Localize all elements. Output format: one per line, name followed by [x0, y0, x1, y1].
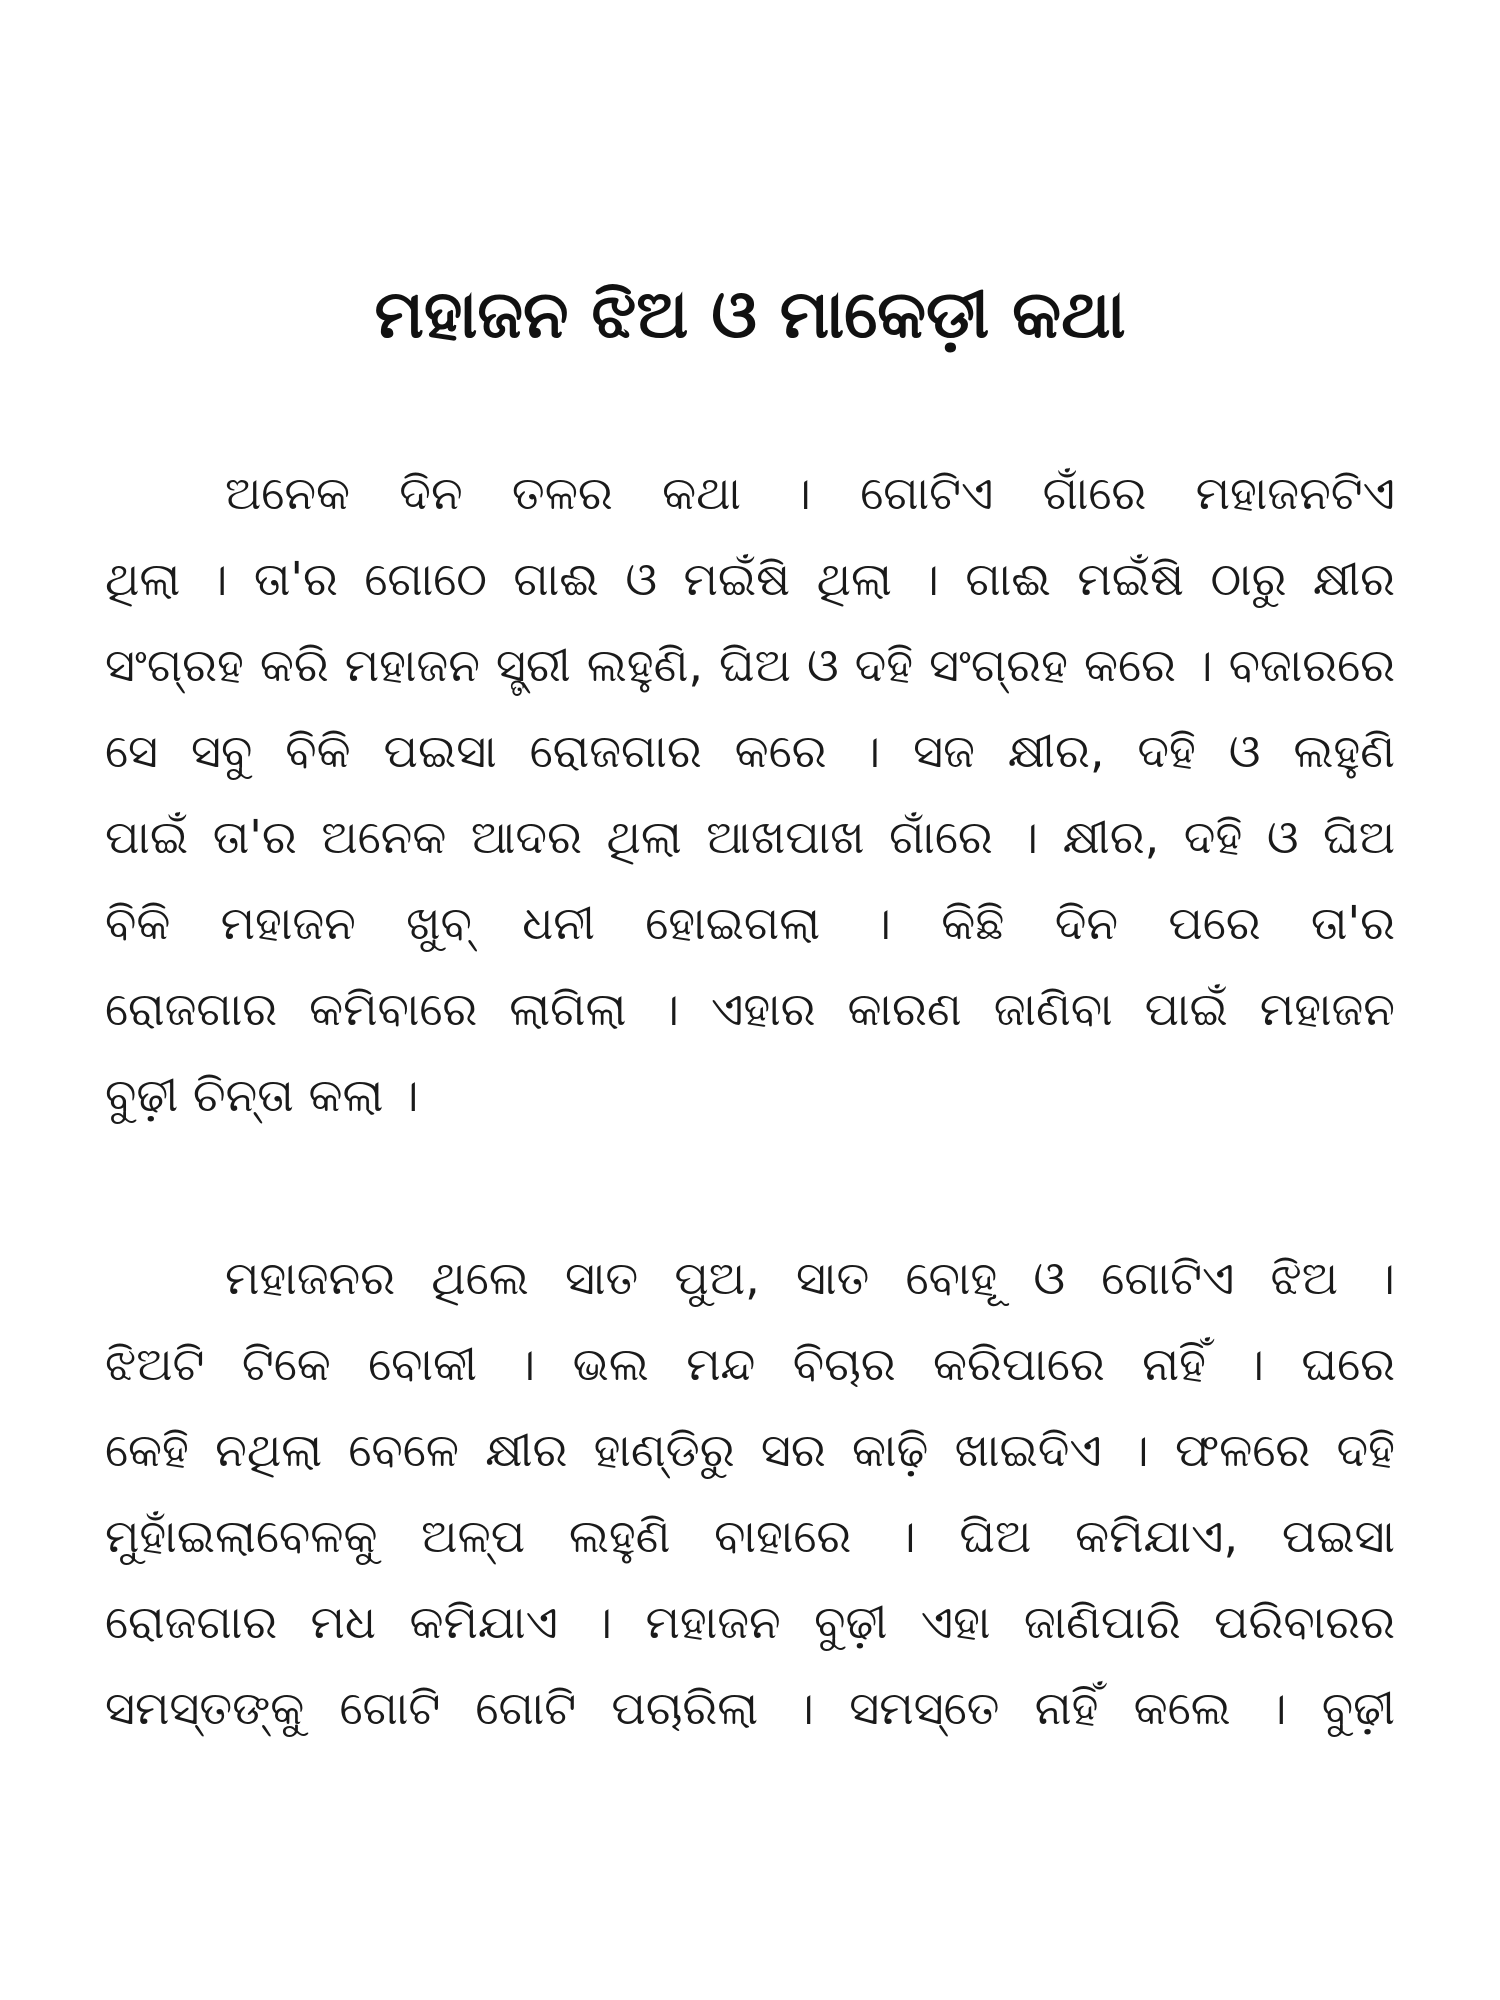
- paragraph-2: [105, 1235, 1395, 1751]
- paragraph-1: [105, 450, 1395, 1138]
- paragraph-line: ରୋଜଗାର ମଧ କମିଯାଏ । ମହାଜନ ବୁଢ଼ୀ ଏହା ଜାଣିପାରି ପରିବାରର: [105, 1595, 1395, 1649]
- paragraph-line: ବୁଢ଼ୀ ଚିନ୍ତା କଲା ।: [105, 1068, 419, 1122]
- paragraph-line: ମୁହାଁଇଲାବେଳକୁ ଅଳ୍ପ ଲହୁଣି ବାହାରେ । ଘିଅ କମିଯାଏ, ପଇସା: [105, 1509, 1395, 1563]
- paragraph-line: ପାଇଁ ତା'ର ଅନେକ ଆଦର ଥିଲା ଆଖପାଖ ଗାଁରେ । କ୍ଷୀର, ଦହି ଓ ଘିଅ: [105, 810, 1395, 864]
- paragraph-line: ଝିଅଟି ଟିକେ ବୋକୀ । ଭଲ ମନ୍ଦ ବିଚାର କରିପାରେ ନାହିଁ । ଘରେ: [105, 1337, 1395, 1391]
- paragraph-line: ମହାଜନର ଥିଲେ ସାତ ପୁଅ, ସାତ ବୋହୂ ଓ ଗୋଟିଏ ଝିଅ ।: [225, 1251, 1395, 1305]
- paragraph-line: ସେ ସବୁ ବିକି ପଇସା ରୋଜଗାର କରେ । ସଜ କ୍ଷୀର, ଦହି ଓ ଲହୁଣି: [105, 724, 1395, 778]
- paragraph-line: ବିକି ମହାଜନ ଖୁବ୍ ଧନୀ ହୋଇଗଲା । କିଛି ଦିନ ପରେ ତା'ର: [105, 896, 1395, 950]
- paragraph-line: କେହି ନଥିଲା ବେଳେ କ୍ଷୀର ହାଣ୍ଡିରୁ ସର କାଢ଼ି ଖାଇଦିଏ । ଫଳରେ ଦହି: [105, 1423, 1395, 1477]
- paragraph-line: ସମସ୍ତଙ୍କୁ ଗୋଟି ଗୋଟି ପଚାରିଲା । ସମସ୍ତେ ନାହିଁ କଲେ । ବୁଢ଼ୀ: [105, 1681, 1395, 1735]
- paragraph-line: ଅନେକ ଦିନ ତଳର କଥା । ଗୋଟିଏ ଗାଁରେ ମହାଜନଟିଏ: [225, 466, 1395, 520]
- paragraph-line: ଥିଲା । ତା'ର ଗୋଠେ ଗାଈ ଓ ମଇଁଷି ଥିଲା । ଗାଈ ମଇଁଷି ଠାରୁ କ୍ଷୀର: [105, 552, 1395, 606]
- paragraph-line: ସଂଗ୍ରହ କରି ମହାଜନ ସ୍ତ୍ରୀ ଲହୁଣି, ଘିଅ ଓ ଦହି ସଂଗ୍ରହ କରେ । ବଜାରରେ: [105, 638, 1395, 692]
- paragraph-line: ରୋଜଗାର କମିବାରେ ଲାଗିଲା । ଏହାର କାରଣ ଜାଣିବା ପାଇଁ ମହାଜନ: [105, 982, 1395, 1036]
- story-title: ମହାଜନ ଝିଅ ଓ ମାକେଡ଼ୀ କଥା: [374, 276, 1126, 353]
